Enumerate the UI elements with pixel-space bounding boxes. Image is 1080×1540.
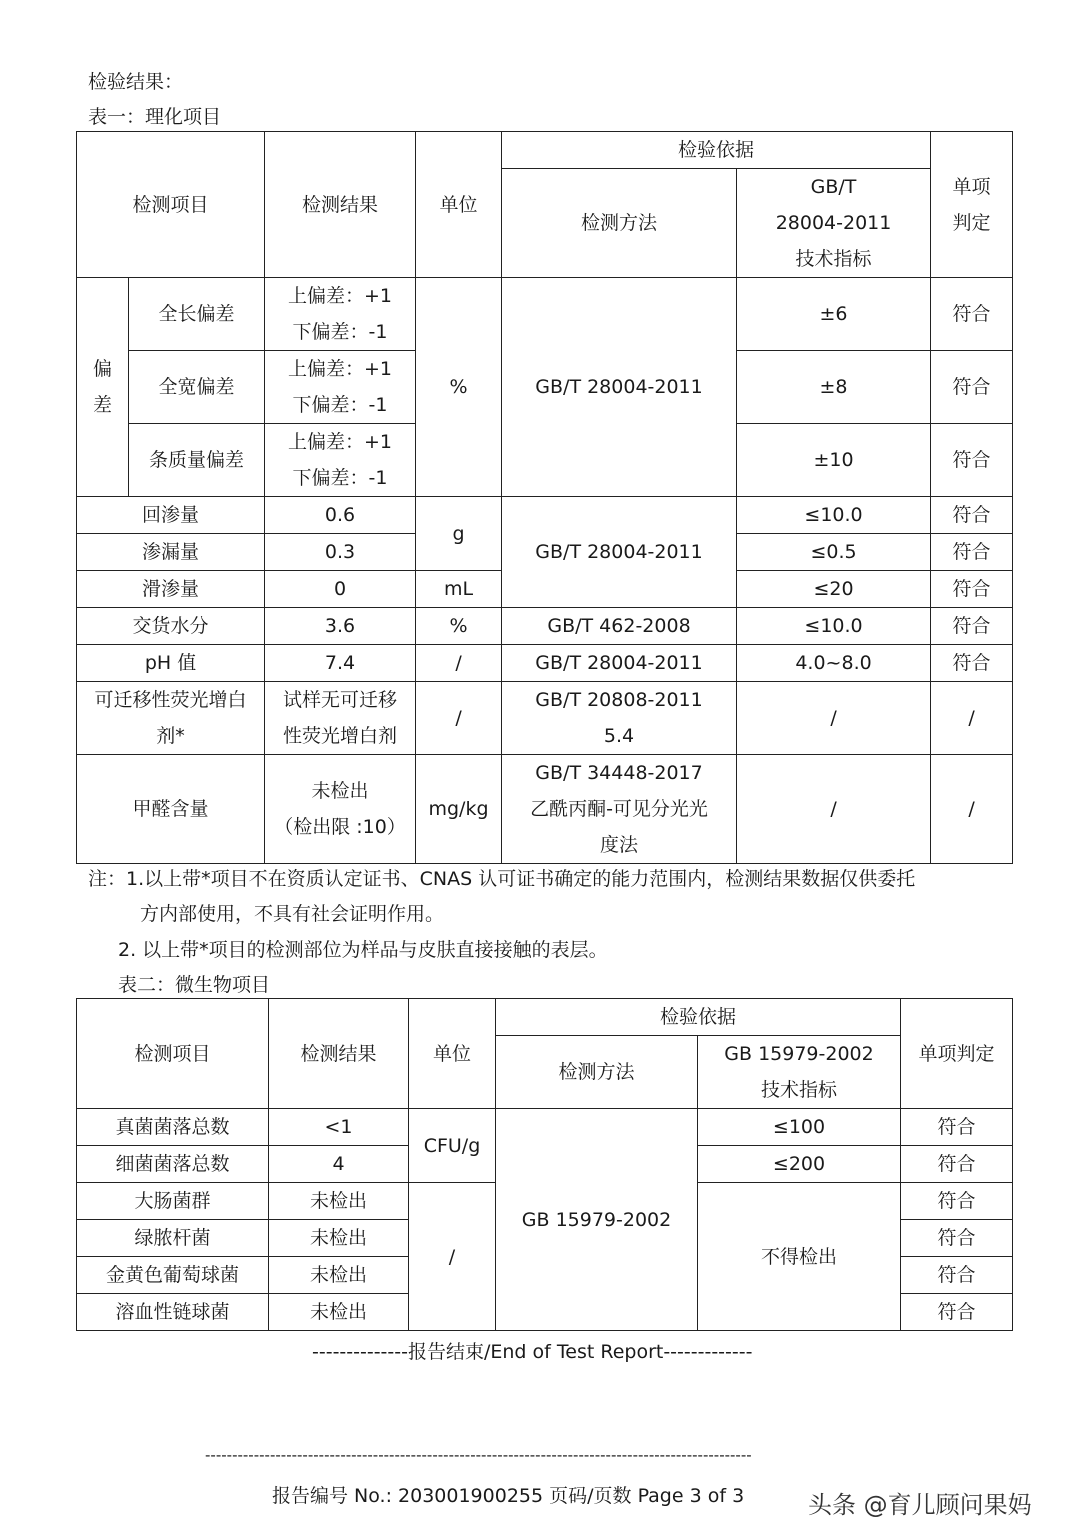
cell-verdict: 符合 xyxy=(931,497,1013,534)
header-unit: 单位 xyxy=(409,999,496,1109)
header-result: 检测结果 xyxy=(265,132,416,278)
cell-unit: mL xyxy=(416,571,502,608)
cell-result: 7.4 xyxy=(265,645,416,682)
header-method: 检测方法 xyxy=(502,169,737,278)
cell-verdict: 符合 xyxy=(931,278,1013,351)
cell-unit: / xyxy=(416,645,502,682)
note-2: 2. 以上带*项目的检测部位为样品与皮肤直接接触的表层。 xyxy=(118,939,608,961)
cell-item: 回渗量 xyxy=(77,497,265,534)
cell-item: 可迁移性荧光增白 剂* xyxy=(77,682,265,755)
cell-unit: % xyxy=(416,608,502,645)
cell-item: pH 值 xyxy=(77,645,265,682)
cell-method: GB/T 28004-2011 xyxy=(502,278,737,497)
cell-item: 细菌菌落总数 xyxy=(77,1146,269,1183)
header-unit: 单位 xyxy=(416,132,502,278)
cell-result: 未检出 xyxy=(269,1183,409,1220)
cell-item: 甲醛含量 xyxy=(77,755,265,864)
cell-verdict: 符合 xyxy=(901,1257,1013,1294)
cell-spec: 4.0~8.0 xyxy=(737,645,931,682)
cell-verdict: / xyxy=(931,682,1013,755)
cell-item: 大肠菌群 xyxy=(77,1183,269,1220)
cell-result: 未检出 xyxy=(269,1257,409,1294)
table-row xyxy=(77,497,1013,534)
cell-method: GB/T 34448-2017 乙酰丙酮-可见分光光 度法 xyxy=(502,755,737,864)
cell-spec: ≤0.5 xyxy=(737,534,931,571)
cell-verdict: 符合 xyxy=(931,608,1013,645)
cell-verdict: 符合 xyxy=(931,534,1013,571)
cell-verdict: / xyxy=(931,755,1013,864)
cell-item: 滑渗量 xyxy=(77,571,265,608)
table-row xyxy=(77,682,1013,755)
header-basis: 检验依据 xyxy=(502,132,931,169)
cell-spec: ≤10.0 xyxy=(737,497,931,534)
physicochemical-table xyxy=(76,131,1013,864)
microbiology-table xyxy=(76,998,1013,1331)
cell-spec: ±6 xyxy=(737,278,931,351)
cell-spec: ±8 xyxy=(737,351,931,424)
table-row xyxy=(77,1109,1013,1146)
end-of-report: --------------报告结束/End of Test Report------------- xyxy=(312,1341,753,1363)
cell-unit: CFU/g xyxy=(409,1109,496,1183)
cell-method: GB/T 28004-2011 xyxy=(502,497,737,608)
cell-unit: / xyxy=(416,682,502,755)
cell-result: 未检出 （检出限 :10） xyxy=(265,755,416,864)
cell-spec: ≤100 xyxy=(698,1109,901,1146)
cell-spec: ±10 xyxy=(737,424,931,497)
cell-verdict: 符合 xyxy=(901,1146,1013,1183)
table2-title: 表二：微生物项目 xyxy=(118,974,271,996)
table-row xyxy=(77,608,1013,645)
cell-verdict: 符合 xyxy=(901,1183,1013,1220)
cell-item: 条质量偏差 xyxy=(129,424,265,497)
table-row xyxy=(77,755,1013,864)
cell-unit: / xyxy=(409,1183,496,1331)
header-basis: 检验依据 xyxy=(496,999,901,1036)
footer-divider: ----------------------------------------------------------------------------------------------------- xyxy=(205,1446,752,1464)
watermark: 头条 @育儿顾问果妈 xyxy=(808,1491,1032,1519)
cell-result: 4 xyxy=(269,1146,409,1183)
footer-report-info: 报告编号 No.: 203001900255 页码/页数 Page 3 of 3 xyxy=(272,1485,745,1507)
cell-verdict: 符合 xyxy=(931,351,1013,424)
cell-spec: / xyxy=(737,755,931,864)
cell-item: 溶血性链球菌 xyxy=(77,1294,269,1331)
cell-result: <1 xyxy=(269,1109,409,1146)
cell-method: GB/T 20808-2011 5.4 xyxy=(502,682,737,755)
cell-result: 上偏差：+1 下偏差：-1 xyxy=(265,351,416,424)
header-method: 检测方法 xyxy=(496,1036,698,1109)
cell-result: 上偏差：+1 下偏差：-1 xyxy=(265,424,416,497)
note-1: 注：1.以上带*项目不在资质认定证书、CNAS 认可证书确定的能力范围内，检测结果数据仅供委托 xyxy=(88,868,916,890)
cell-verdict: 符合 xyxy=(931,571,1013,608)
header-item: 检测项目 xyxy=(77,132,265,278)
cell-method: GB 15979-2002 xyxy=(496,1109,698,1331)
table1-title: 表一：理化项目 xyxy=(88,106,222,128)
cell-item: 真菌菌落总数 xyxy=(77,1109,269,1146)
cell-result: 0 xyxy=(265,571,416,608)
cell-verdict: 符合 xyxy=(901,1220,1013,1257)
cell-method: GB/T 28004-2011 xyxy=(502,645,737,682)
cell-unit: g xyxy=(416,497,502,571)
header-result: 检测结果 xyxy=(269,999,409,1109)
table-row xyxy=(77,278,1013,351)
header-spec: GB/T 28004-2011 技术指标 xyxy=(737,169,931,278)
header-verdict: 单项判定 xyxy=(901,999,1013,1109)
results-heading: 检验结果： xyxy=(88,71,184,93)
cell-verdict: 符合 xyxy=(901,1109,1013,1146)
cell-result: 3.6 xyxy=(265,608,416,645)
cell-result: 0.3 xyxy=(265,534,416,571)
cell-item: 交货水分 xyxy=(77,608,265,645)
note-1-continued: 方内部使用，不具有社会证明作用。 xyxy=(140,903,445,925)
cell-result: 0.6 xyxy=(265,497,416,534)
deviation-group-label: 偏 差 xyxy=(77,278,129,497)
cell-spec: / xyxy=(737,682,931,755)
cell-method: GB/T 462-2008 xyxy=(502,608,737,645)
cell-item: 绿脓杆菌 xyxy=(77,1220,269,1257)
cell-spec: 不得检出 xyxy=(698,1183,901,1331)
header-spec: GB 15979-2002 技术指标 xyxy=(698,1036,901,1109)
cell-item: 金黄色葡萄球菌 xyxy=(77,1257,269,1294)
cell-result: 试样无可迁移 性荧光增白剂 xyxy=(265,682,416,755)
cell-result: 未检出 xyxy=(269,1294,409,1331)
cell-spec: ≤10.0 xyxy=(737,608,931,645)
header-verdict: 单项 判定 xyxy=(931,132,1013,278)
cell-item: 全长偏差 xyxy=(129,278,265,351)
cell-item: 渗漏量 xyxy=(77,534,265,571)
cell-unit: mg/kg xyxy=(416,755,502,864)
cell-result: 未检出 xyxy=(269,1220,409,1257)
header-item: 检测项目 xyxy=(77,999,269,1109)
cell-result: 上偏差：+1 下偏差：-1 xyxy=(265,278,416,351)
table-row xyxy=(77,645,1013,682)
cell-verdict: 符合 xyxy=(931,424,1013,497)
cell-item: 全宽偏差 xyxy=(129,351,265,424)
cell-spec: ≤200 xyxy=(698,1146,901,1183)
cell-verdict: 符合 xyxy=(931,645,1013,682)
cell-spec: ≤20 xyxy=(737,571,931,608)
cell-unit: % xyxy=(416,278,502,497)
cell-verdict: 符合 xyxy=(901,1294,1013,1331)
